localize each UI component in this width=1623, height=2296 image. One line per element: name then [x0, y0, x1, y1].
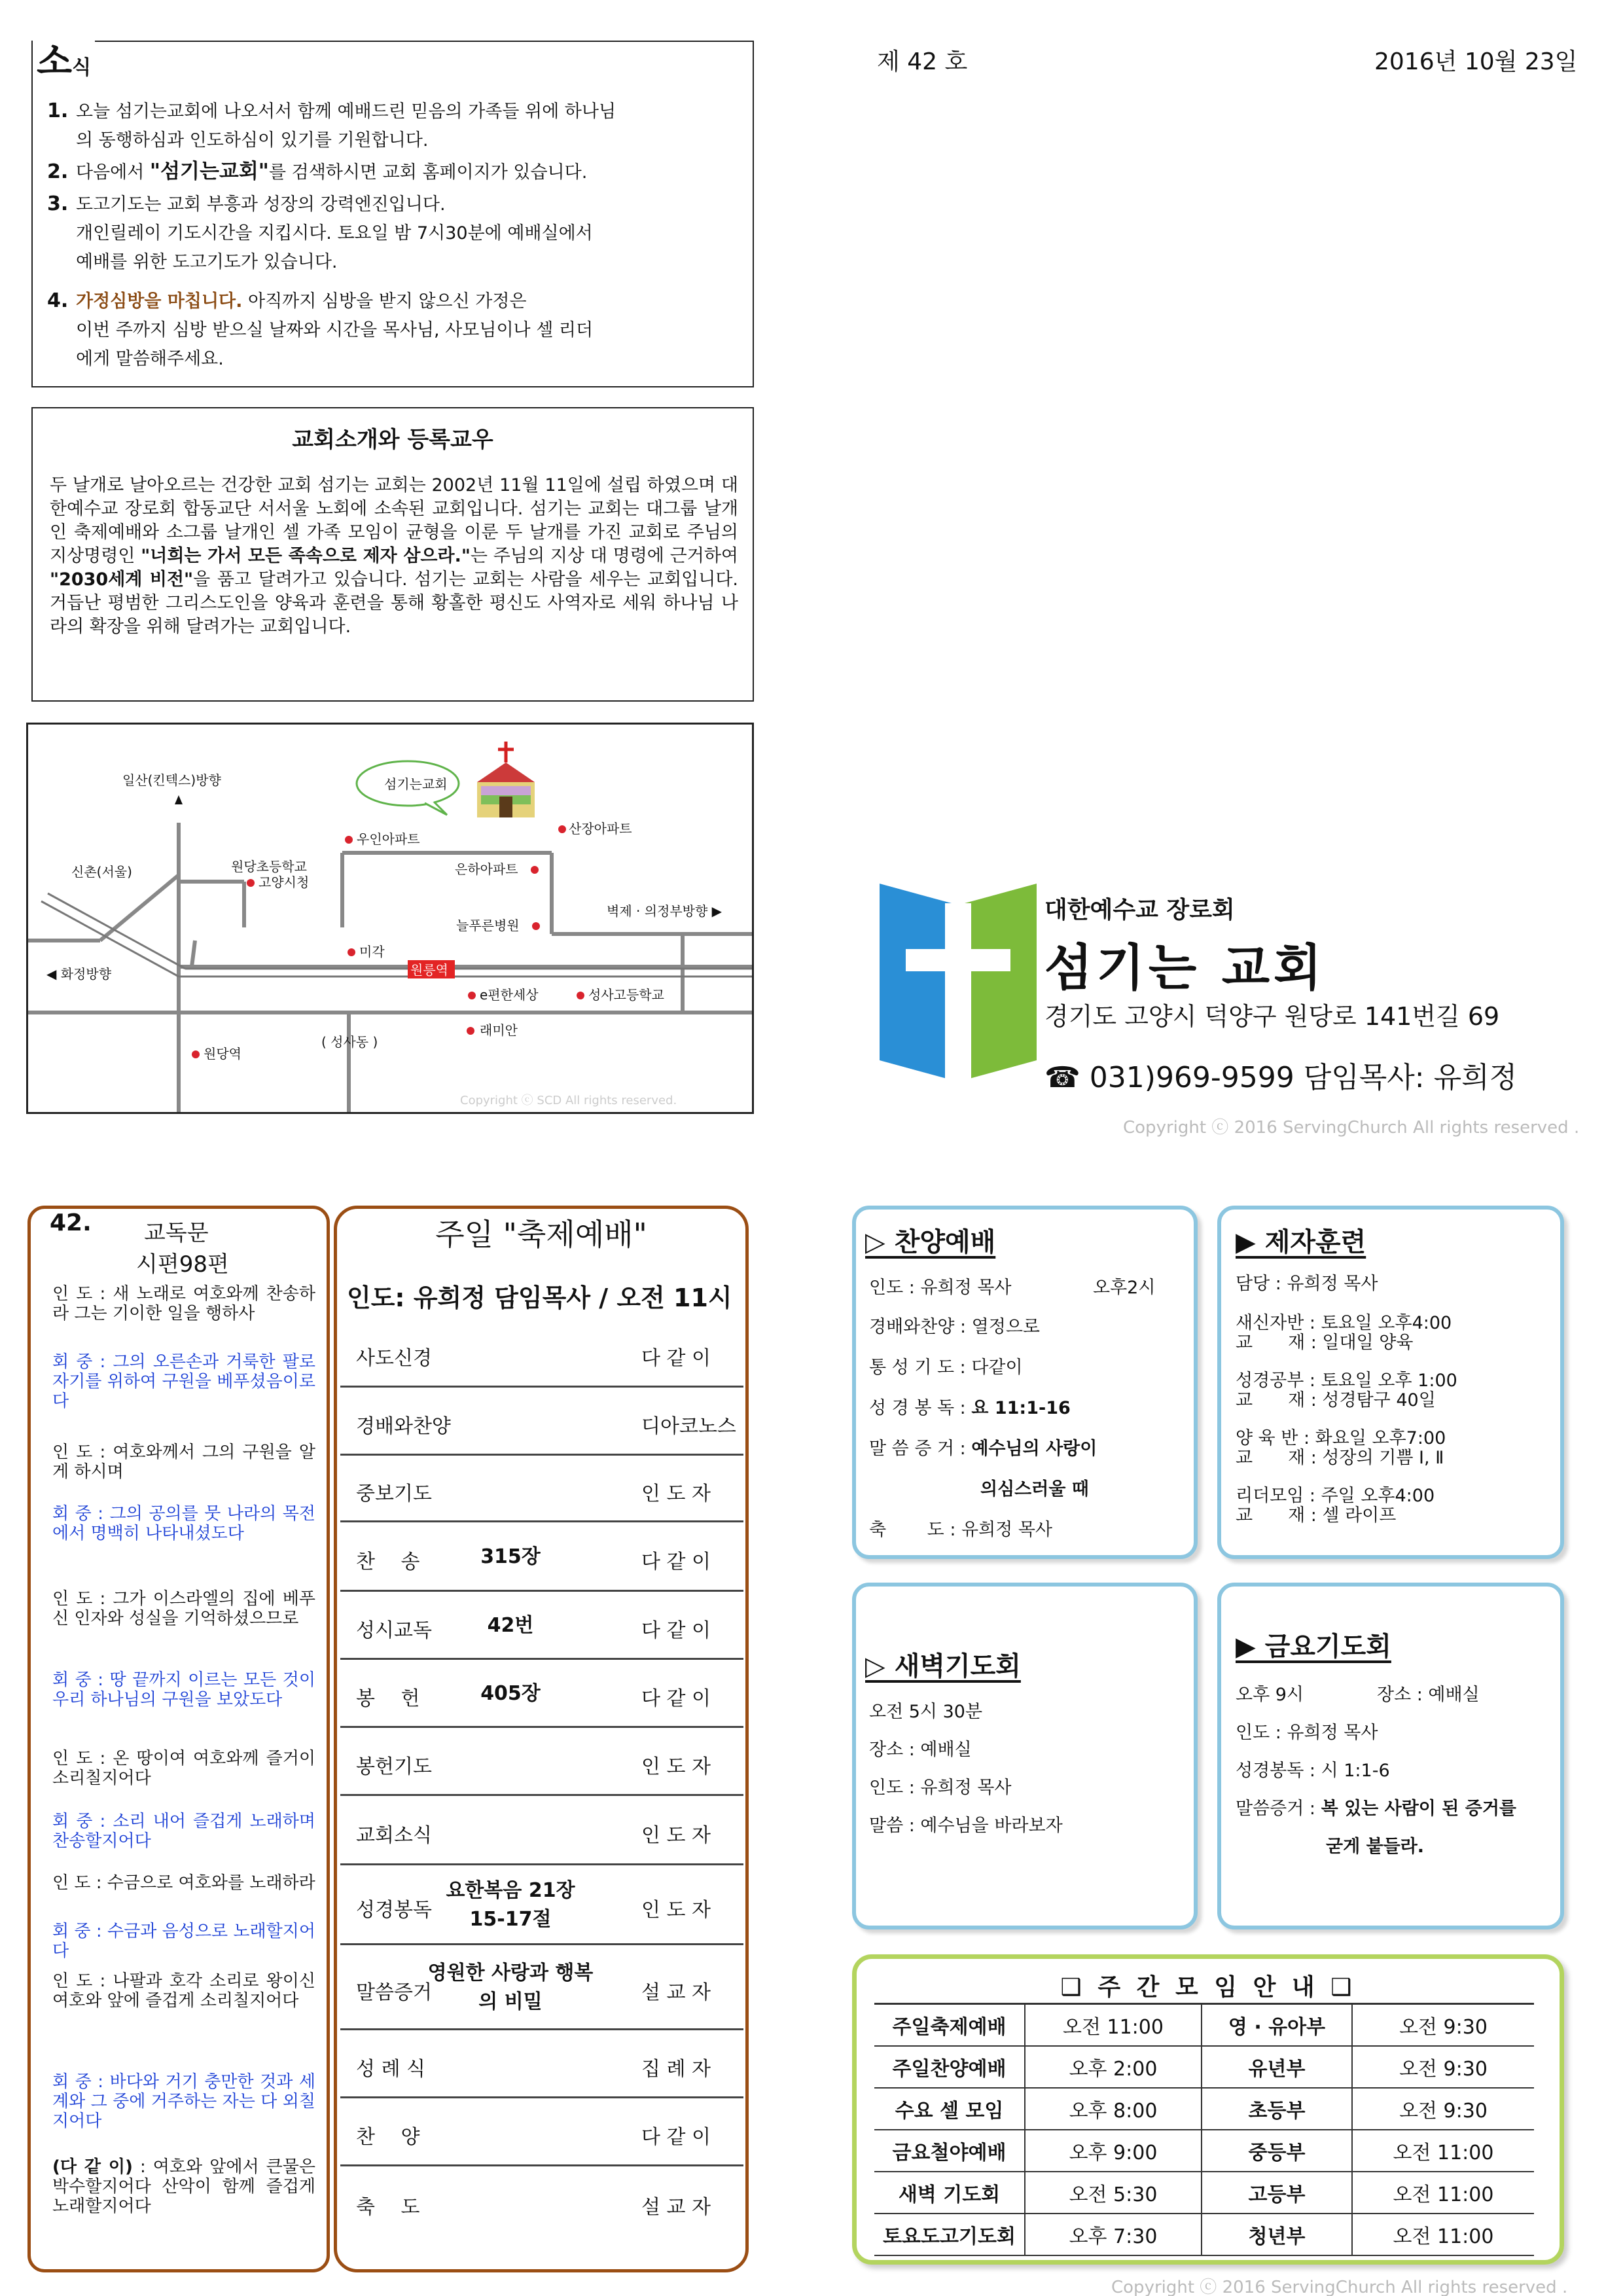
reading-speaker: (다 같 이)	[52, 2157, 133, 2177]
news-number: 4.	[47, 289, 69, 312]
weekly-cell: 오전 5:30	[1025, 2172, 1202, 2214]
reading-text: 온 땅이여 여호와께 즐거이 소리칠지어다	[52, 1749, 315, 1788]
reading-verse	[52, 1504, 315, 1543]
bubble-tail	[425, 802, 447, 815]
church-icon	[477, 742, 535, 817]
reading-verse	[52, 1922, 315, 1961]
worship-detail: 42번	[487, 1614, 534, 1637]
worship-detail: 315장	[480, 1545, 541, 1568]
friday-line: 성경봉독 : 시 1:1-6	[1236, 1761, 1390, 1781]
map-label-epyeonhan: e편한세상	[480, 987, 539, 1003]
praise-line: 인도 : 유희정 목사	[869, 1278, 1012, 1298]
worship-title: 주일 "축제예배"	[435, 1217, 647, 1252]
intro-paragraph: 는 주님의 지상 대 명령에 근거하여	[470, 546, 738, 566]
map-label-eunha: 은하아파트	[455, 861, 518, 877]
map-label-neulpureun: 늘푸른병원	[456, 918, 520, 933]
worship-row	[340, 2166, 743, 2238]
weekly-cell: 주일찬양예배	[874, 2046, 1025, 2088]
church-org: 대한예수교 장로회	[1044, 897, 1235, 924]
discipleship-line: 교 재 : 성장의 기쁨 Ⅰ, Ⅱ	[1236, 1448, 1444, 1468]
worship-who: 인 도 자	[641, 1899, 711, 1922]
friday-line: 인도 : 유희정 목사	[1236, 1723, 1378, 1743]
reading-verse	[52, 1352, 315, 1411]
reading-text: 나팔과 호각 소리로 왕이신 여호와 앞에 즐겁게 소리칠지어다	[52, 1971, 315, 2011]
worship-who: 설 교 자	[641, 1981, 711, 2004]
reading-verse	[52, 1749, 315, 1788]
footer-copyright: Copyright ⓒ 2016 ServingChurch All rights reserved .	[1111, 2278, 1568, 2296]
map-label-seongsa-dong: ( 성사동 )	[321, 1034, 378, 1050]
news-title	[33, 33, 95, 85]
praise-worship-box	[852, 1206, 1198, 1559]
reading-speaker: 회 중 :	[52, 1922, 102, 1941]
reading-text: 바다와 거기 충만한 것과 세계와 그 중에 거주하는 자는 다 외칠지어다	[52, 2072, 315, 2131]
map-label-raemian: 래미안	[480, 1022, 518, 1038]
reading-verse	[52, 2157, 315, 2216]
intro-text	[50, 474, 738, 639]
reading-text: 그가 이스라엘의 집에 베푸신 인자와 성실을 기억하셨으므로	[52, 1589, 315, 1628]
praise-line: 의심스러울 때	[980, 1479, 1089, 1499]
worship-row	[340, 1660, 743, 1728]
worship-item: 성 례 식	[356, 2058, 426, 2081]
news-number: 2.	[47, 160, 69, 183]
news-highlight: "섬기는교회"	[149, 160, 269, 183]
reading-verse	[52, 1873, 315, 1893]
worship-item: 중보기도	[356, 1482, 432, 1505]
intro-paragraph: 을 품고 달려가고 있습니다. 섬기는 교회는 사람을 세우는 교회입니다. 거듭난 평범한 그리스도인을 양육과 훈련을 통해 황홀한 평신도 사역자로 세워 하나님 나라의 확장을 위해 달려가는 교회입니다.	[50, 569, 738, 637]
reading-speaker: 인 도 :	[52, 1589, 106, 1609]
reading-speaker: 회 중 :	[52, 2072, 104, 2092]
weekly-row	[874, 2172, 1534, 2214]
news-item-2	[47, 157, 587, 187]
worship-row	[340, 1592, 743, 1660]
worship-item: 성시교독	[356, 1619, 432, 1642]
worship-row	[340, 1319, 743, 1388]
praise-title: ▷ 찬양예배	[865, 1227, 996, 1257]
intro-title: 교회소개와 등록교우	[292, 427, 493, 453]
discipleship-box	[1217, 1206, 1564, 1559]
worship-who: 다 같 이	[641, 1551, 711, 1573]
worship-detail: 405장	[480, 1682, 541, 1705]
discipleship-line: 성경공부 : 토요일 오후 1:00	[1236, 1371, 1457, 1391]
weekly-cell: 초등부	[1202, 2088, 1352, 2130]
friday-line: 굳게 붙들라.	[1326, 1837, 1425, 1857]
weekly-cell: 주일축제예배	[874, 2004, 1025, 2046]
discipleship-line: 담당 : 유희정 목사	[1236, 1274, 1378, 1294]
reading-text: 소리 내어 즐겁게 노래하며 찬송할지어다	[52, 1812, 315, 1851]
weekly-cell: 금요철야예배	[874, 2130, 1025, 2172]
map-label-wondang-school: 원당초등학교	[231, 859, 307, 874]
reading-verse	[52, 1812, 315, 1851]
worship-who: 설 교 자	[641, 2196, 711, 2219]
worship-detail: 요한복음 21장 15-17절	[446, 1879, 575, 1931]
worship-who: 인 도 자	[641, 1755, 711, 1778]
location-map	[26, 723, 754, 1114]
weekly-table	[874, 2003, 1534, 2256]
reading-speaker: 회 중 :	[52, 1504, 104, 1524]
worship-row	[340, 2098, 743, 2166]
map-drawing	[28, 725, 752, 1112]
weekly-cell: 청년부	[1202, 2214, 1352, 2255]
reading-verse	[52, 1971, 315, 2011]
news-text: 예배를 위한 도고기도가 있습니다.	[76, 252, 338, 272]
discipleship-line: 리더모임 : 주일 오후4:00	[1236, 1486, 1435, 1506]
weekly-cell: 오전 9:30	[1352, 2004, 1534, 2046]
news-text: 에게 말씀해주세요.	[76, 349, 224, 369]
dawn-line: 오전 5시 30분	[869, 1702, 983, 1722]
worship-item: 경배와찬양	[356, 1415, 451, 1438]
weekly-cell: 오후 7:30	[1025, 2214, 1202, 2255]
worship-who: 인 도 자	[641, 1482, 711, 1505]
discipleship-title: ▶ 제자훈련	[1236, 1227, 1366, 1257]
news-number: 3.	[47, 192, 69, 215]
weekly-title: ❑ 주 간 모 임 안 내 ❑	[1060, 1974, 1356, 2001]
weekly-cell: 수요 셀 모임	[874, 2088, 1025, 2130]
worship-who: 다 같 이	[641, 1347, 711, 1370]
news-number: 1.	[47, 99, 69, 122]
worship-item: 봉헌기도	[356, 1755, 432, 1778]
worship-row	[340, 1865, 743, 1945]
discipleship-line: 양 육 반 : 화요일 오후7:00	[1236, 1428, 1446, 1448]
worship-leader: 인도: 유희정 담임목사 / 오전 11시	[347, 1283, 732, 1312]
discipleship-line: 교 재 : 성경탐구 40일	[1236, 1390, 1436, 1410]
weekly-cell: 토요도고기도회	[874, 2214, 1025, 2255]
friday-line: 장소 : 예배실	[1377, 1685, 1480, 1705]
reading-verse	[52, 1589, 315, 1628]
reading-text: 그의 오른손과 거룩한 팔로 자기를 위하여 구원을 베푸셨음이로다	[52, 1352, 315, 1411]
dawn-line: 말씀 : 예수님을 바라보자	[869, 1816, 1063, 1836]
worship-item: 찬 송	[356, 1551, 420, 1573]
worship-item: 성경봉독	[356, 1899, 432, 1922]
church-name: 섬기는 교회	[1044, 939, 1326, 997]
reading-speaker: 인 도 :	[52, 1749, 106, 1768]
reading-speaker: 인 도 :	[52, 1443, 106, 1462]
worship-row	[340, 2030, 743, 2098]
reading-speaker: 인 도 :	[52, 1971, 106, 1991]
worship-item: 사도신경	[356, 1347, 432, 1370]
reading-text: 땅 끝까지 이르는 모든 것이 우리 하나님의 구원을 보았도다	[52, 1670, 315, 1710]
news-box	[31, 41, 754, 387]
reading-text: 그의 공의를 뭇 나라의 목전에서 명백히 나타내셨도다	[52, 1504, 315, 1543]
reading-text: 수금으로 여호와를 노래하라	[101, 1873, 315, 1893]
worship-row	[340, 1456, 743, 1522]
news-item-1	[47, 97, 616, 155]
dawn-prayer-box	[852, 1583, 1198, 1929]
praise-line: 축 도 : 유희정 목사	[869, 1520, 1053, 1540]
worship-detail: 영원한 사랑과 행복의 비밀	[427, 1962, 594, 2013]
church-logo-icon	[880, 884, 1037, 1080]
worship-row	[340, 1388, 743, 1456]
reading-text: 새 노래로 여호와께 찬송하라 그는 기이한 일을 행하사	[52, 1284, 315, 1323]
news-title-small: 식	[72, 56, 92, 79]
reading-speaker: 회 중 :	[52, 1812, 106, 1831]
worship-row	[340, 1796, 743, 1865]
reading-verse	[52, 1670, 315, 1710]
reading-number: 42.	[50, 1210, 92, 1236]
map-label-goyang-city: 고양시청	[259, 874, 310, 890]
map-label-sanjang: 산장아파트	[569, 821, 632, 836]
worship-item: 찬 양	[356, 2126, 420, 2149]
weekly-cell: 오전 11:00	[1352, 2130, 1534, 2172]
worship-row	[340, 1522, 743, 1592]
weekly-cell: 오전 11:00	[1025, 2004, 1202, 2046]
map-label-byeokje: 벽제 · 의정부방향 ▶	[607, 903, 722, 919]
weekly-cell: 오전 9:30	[1352, 2088, 1534, 2130]
news-text: 오늘 섬기는교회에 나오서서 함께 예배드린 믿음의 가족들 위에 하나님	[76, 101, 616, 122]
north-arrow-icon	[175, 795, 183, 804]
worship-item: 말씀증거	[356, 1981, 432, 2004]
friday-line: 말씀증거 :	[1236, 1799, 1321, 1819]
roads	[28, 823, 752, 1112]
praise-line: 경배와찬양 : 열정으로	[869, 1317, 1040, 1337]
news-text: 이번 주까지 심방 받으실 날짜와 시간을 목사님, 사모님이나 셀 리더	[76, 320, 594, 340]
map-label-woomin: 우인아파트	[357, 831, 420, 847]
reading-verse	[52, 1443, 315, 1482]
worship-who: 인 도 자	[641, 1824, 711, 1847]
map-label-mijak: 미각	[359, 944, 385, 960]
church-address: 경기도 고양시 덕양구 원당로 141번길 69	[1044, 1002, 1500, 1031]
map-label-hwajeong: ◀ 화정방향	[46, 966, 112, 982]
news-text: 의 동행하심과 인도하심이 있기를 기원합니다.	[76, 130, 429, 151]
map-label-ilsan: 일산(킨텍스)방향	[122, 772, 221, 788]
news-title-big: 소	[37, 40, 73, 83]
map-label-sinchon: 신촌(서울)	[71, 864, 132, 880]
weekly-row	[874, 2130, 1534, 2172]
weekly-cell: 중등부	[1202, 2130, 1352, 2172]
reading-verse	[52, 2072, 315, 2131]
reading-title: 교독문	[144, 1220, 209, 1246]
praise-line: 요 11:1-16	[971, 1398, 1071, 1418]
weekly-cell: 고등부	[1202, 2172, 1352, 2214]
praise-line: 말 씀 증 거 :	[869, 1439, 972, 1459]
reading-speaker: 회 중 :	[52, 1670, 104, 1690]
intro-box	[31, 407, 754, 702]
weekly-cell: 오후 9:00	[1025, 2130, 1202, 2172]
intro-quote: "2030세계 비전"	[50, 569, 194, 590]
issue-number: 제 42 호	[877, 48, 968, 75]
discipleship-line: 새신자반 : 토요일 오후4:00	[1236, 1313, 1452, 1333]
worship-item: 축 도	[356, 2196, 420, 2219]
reading-text: 여호와께서 그의 구원을 알게 하시며	[52, 1443, 315, 1482]
map-copyright: Copyright ⓒ SCD All rights reserved.	[460, 1094, 677, 1107]
friday-line: 복 있는 사람이 된 증거를	[1321, 1799, 1517, 1819]
reading-text: 수금과 음성으로 노래할지어다	[52, 1922, 315, 1961]
worship-row	[340, 1945, 743, 2030]
news-text: 개인릴레이 기도시간을 지킵시다. 토요일 밤 7시30분에 예배실에서	[76, 223, 593, 243]
church-phone: ☎ 031)969-9599 담임목사: 유희정	[1044, 1061, 1518, 1094]
weekly-cell: 오전 11:00	[1352, 2172, 1534, 2214]
friday-prayer-box	[1217, 1583, 1564, 1929]
reading-speaker: 인 도 :	[52, 1284, 106, 1304]
map-label-station: 원릉역	[410, 962, 448, 978]
map-label-wondang-station: 원당역	[204, 1046, 241, 1062]
issue-date: 2016년 10월 23일	[1374, 48, 1578, 75]
reading-text: : 여호와 앞에서 큰물은 박수할지어다 산악이 함께 즐겁게 노래할지어다	[52, 2157, 315, 2216]
worship-row	[340, 1728, 743, 1796]
worship-who: 다 같 이	[641, 1687, 711, 1710]
news-item-3	[47, 190, 593, 277]
praise-line: 성 경 봉 독 :	[869, 1398, 972, 1418]
news-text: 다음에서	[76, 162, 150, 183]
intro-paragraph: 두 날개로 날아오르는 건강한 교회 섬기는 교회는 2002년 11월 11일에 설립 하였으며 대한예수교 장로회 합동교단 서서울 노회에 소속된 교회입니다. 섬기는 교회는 대그룹 날개인 축제예배와 소그룹 날개인 셀 가족 모임이 균형을 이룬 두 날개를 가진 교회로 주님의 지상명령인	[50, 475, 738, 566]
friday-line: 오후 9시	[1236, 1685, 1304, 1705]
news-text: 를 검색하시면 교회 홈페이지가 있습니다.	[268, 162, 588, 183]
reading-speaker: 회 중 :	[52, 1352, 106, 1372]
weekly-row	[874, 2088, 1534, 2130]
news-highlight: 가정심방을 마칩니다.	[76, 291, 243, 312]
intro-quote: "너희는 가서 모든 족속으로 제자 삼으라."	[141, 546, 471, 566]
church-copyright: Copyright ⓒ 2016 ServingChurch All rights reserved .	[1123, 1118, 1580, 1138]
praise-line: 오후2시	[1093, 1278, 1156, 1298]
weekly-cell: 영 · 유아부	[1202, 2004, 1352, 2046]
weekly-cell: 오전 11:00	[1352, 2214, 1534, 2255]
worship-who: 집 례 자	[641, 2058, 711, 2081]
news-item-4	[47, 287, 593, 374]
worship-item: 교회소식	[356, 1824, 432, 1847]
discipleship-line: 교 재 : 일대일 양육	[1236, 1333, 1414, 1353]
reading-speaker: 인 도 :	[52, 1873, 102, 1893]
discipleship-line: 교 재 : 셀 라이프	[1236, 1505, 1397, 1526]
weekly-cell: 새벽 기도회	[874, 2172, 1025, 2214]
praise-line: 통 성 기 도 : 다같이	[869, 1357, 1023, 1378]
map-label-church: 섬기는교회	[384, 776, 448, 792]
map-label-seongsa-school: 성사고등학교	[588, 987, 664, 1003]
reading-verse	[52, 1284, 315, 1323]
friday-title: ▶ 금요기도회	[1236, 1632, 1391, 1662]
dawn-title: ▷ 새벽기도회	[865, 1651, 1021, 1681]
reading-psalm: 시편98편	[136, 1251, 229, 1278]
weekly-row	[874, 2046, 1534, 2088]
weekly-cell: 오후 8:00	[1025, 2088, 1202, 2130]
weekly-row	[874, 2004, 1534, 2046]
praise-line: 예수님의 사랑이	[971, 1439, 1097, 1459]
news-text: 도고기도는 교회 부흥과 성장의 강력엔진입니다.	[76, 194, 446, 215]
weekly-cell: 유년부	[1202, 2046, 1352, 2088]
weekly-cell: 오전 9:30	[1352, 2046, 1534, 2088]
dawn-line: 인도 : 유희정 목사	[869, 1778, 1012, 1798]
dawn-line: 장소 : 예배실	[869, 1740, 972, 1760]
worship-who: 다 같 이	[641, 1619, 711, 1642]
news-text: 아직까지 심방을 받지 않으신 가정은	[242, 291, 527, 312]
weekly-row	[874, 2214, 1534, 2255]
worship-who: 디아코노스	[641, 1415, 736, 1438]
worship-item: 봉 헌	[356, 1687, 420, 1710]
weekly-cell: 오후 2:00	[1025, 2046, 1202, 2088]
worship-who: 다 같 이	[641, 2126, 711, 2149]
